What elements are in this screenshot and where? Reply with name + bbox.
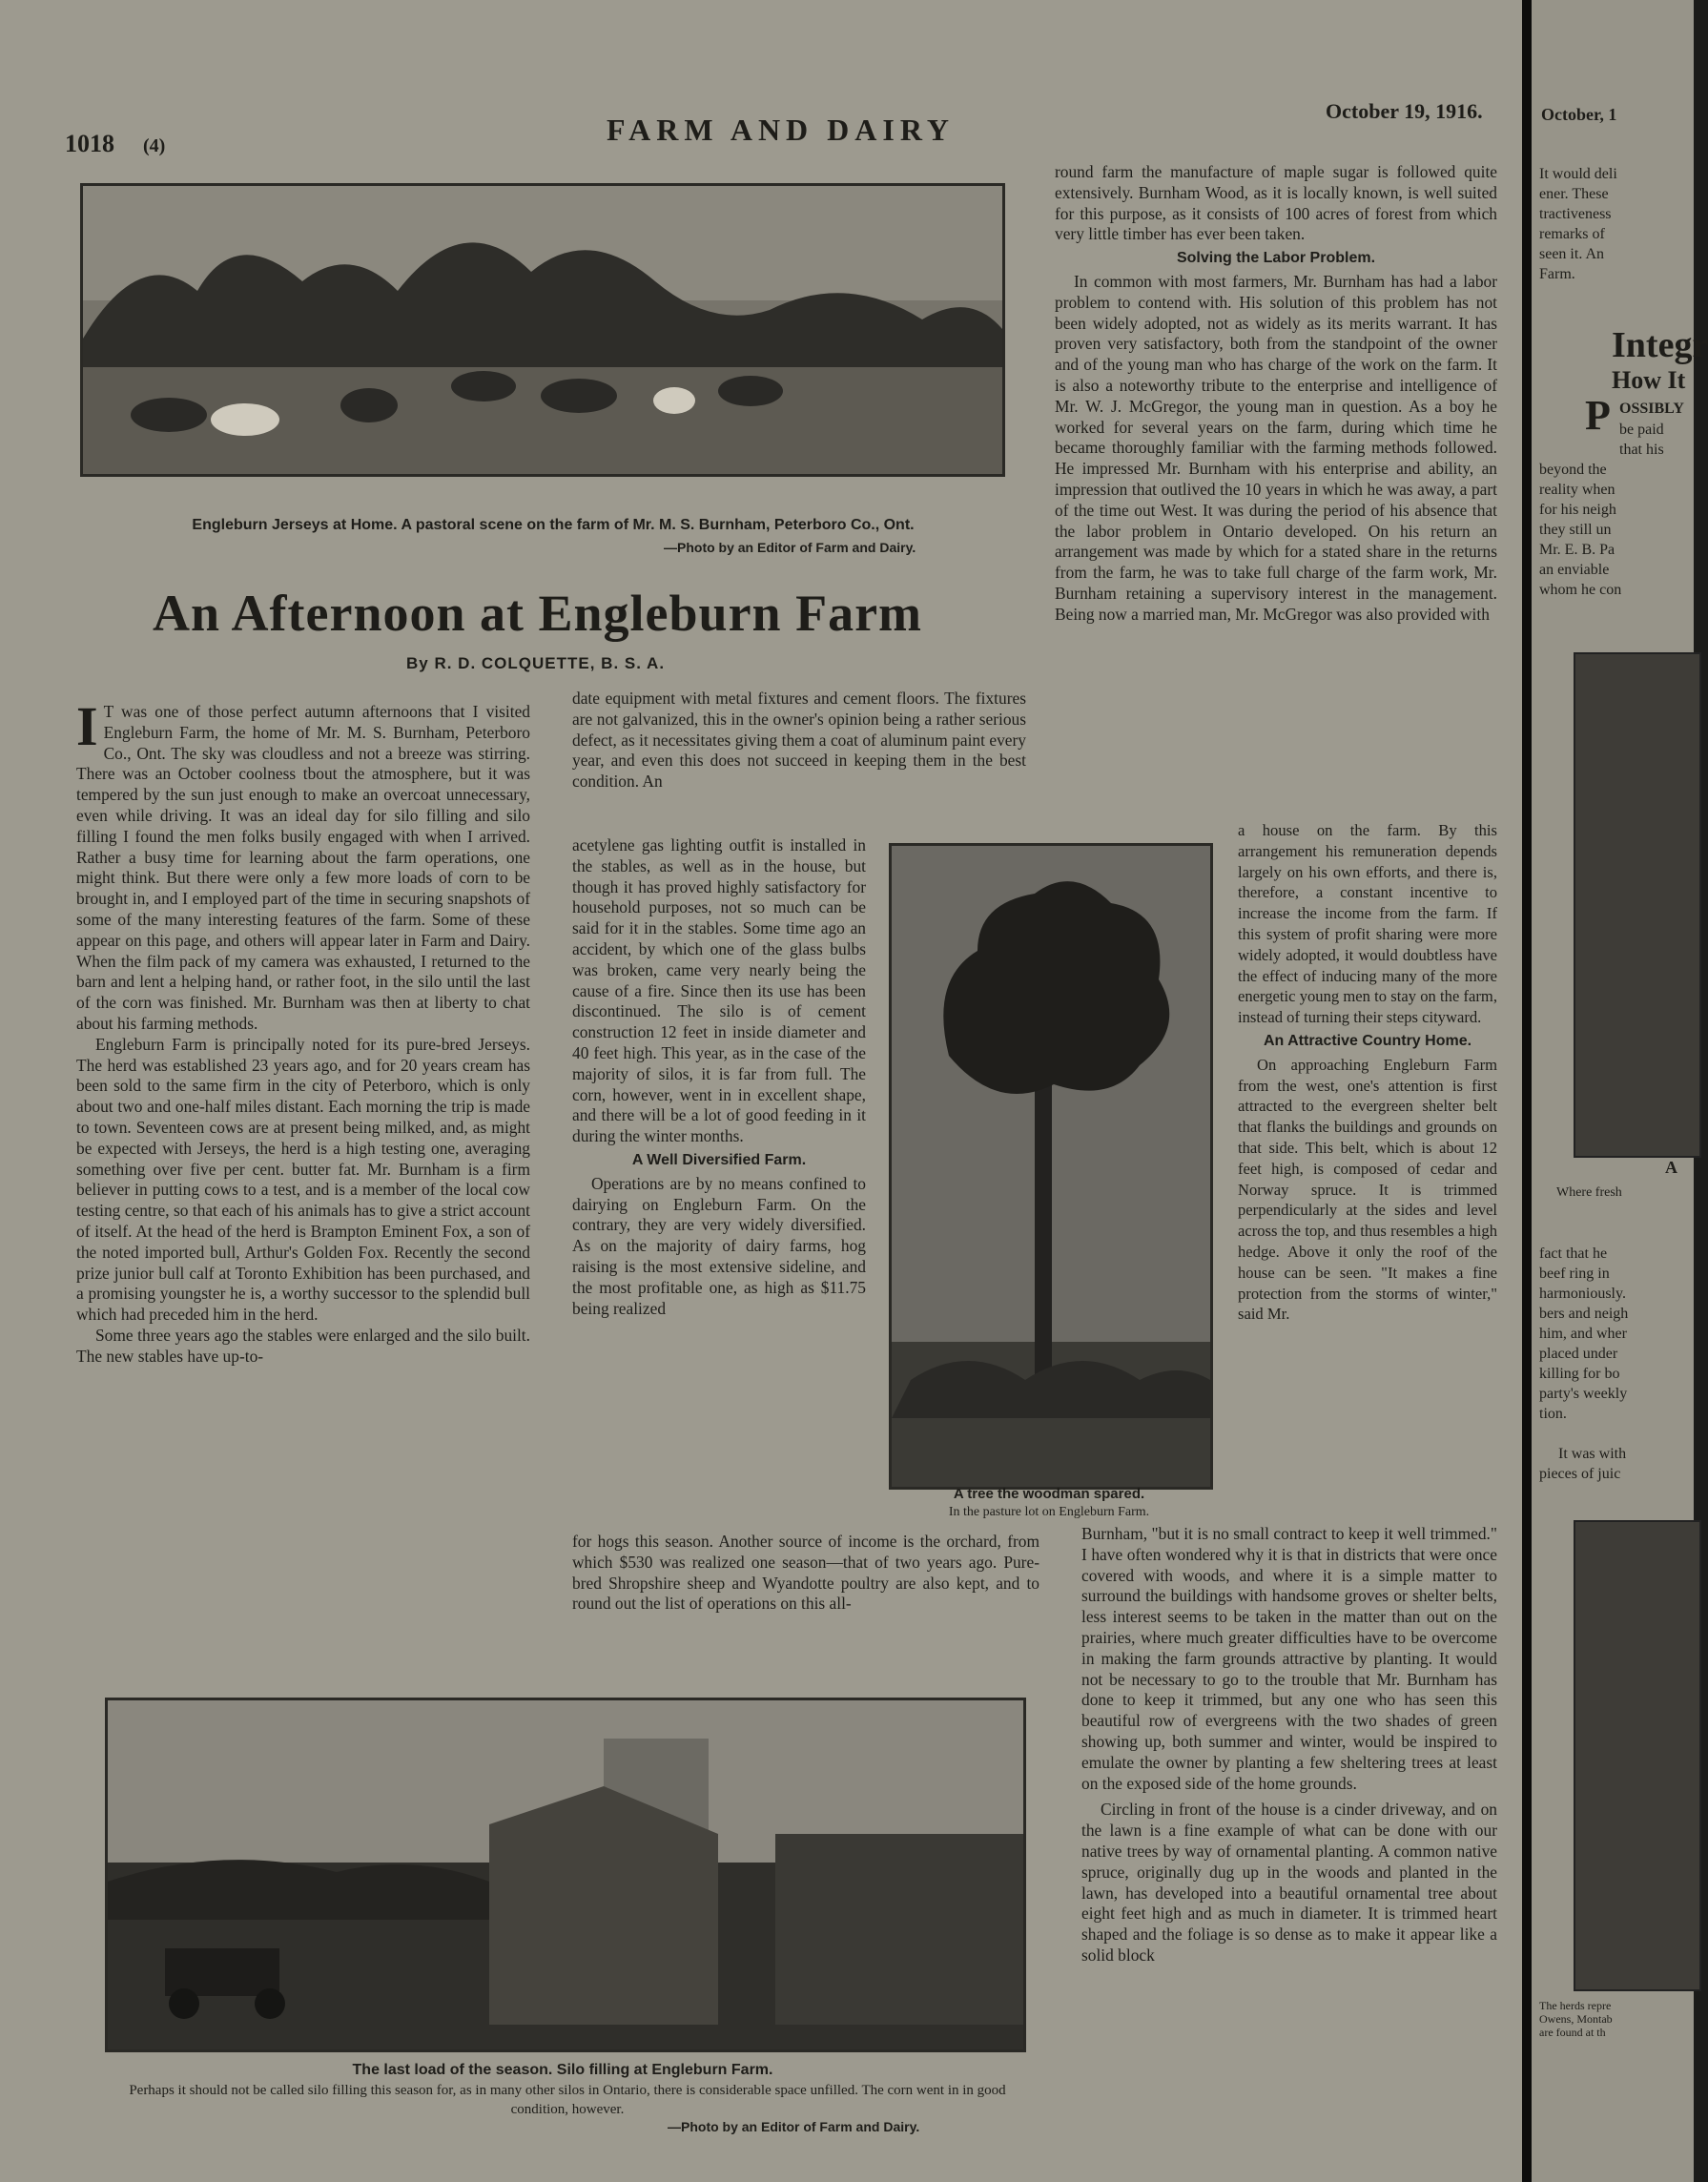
article-headline: An Afternoon at Engleburn Farm bbox=[153, 585, 923, 642]
article-byline: By R. D. COLQUETTE, B. S. A. bbox=[406, 654, 666, 672]
next-page-photo-subcaption: Where fresh bbox=[1556, 1185, 1622, 1200]
paragraph: Engleburn Farm is principally noted for its pure-bred Jerseys. The herd was established 23 years ago, and for 20 years cream has been sold to the same firm in the city of Peterboro, which is only about two and one-half miles distant. Each morning the trip is made to town. Seventeen cows are at present being milked, and, as might be expected with Jerseys, the herd is a high testing one, averaging something over five per cent. butter fat. Mr. Burnham is a firm believer in putting cows to a test, and is a member of the local cow testing centre, so that each of his animals has to give a strict account of itself. At the head of the herd is Brampton Eminent Fox, a son of the noted imported bull, Arthur's Golden Fox. Recently the second prize junior bull calf at Toronto Exhibition has been purchased, and a promising youngster he is, a worthy successor to the splendid bull which had preceded him in the herd. bbox=[76, 1034, 530, 1325]
next-page-edge bbox=[1532, 0, 1708, 2182]
next-page-date: October, 1 bbox=[1541, 105, 1617, 124]
article-column-2-bottom: for hogs this season. Another source of income is the orchard, from which $530 was realized one season—that of two years ago. Pure-bred Shropshire sheep and Wyandotte poultry are also kept, and to round out the list of operations on this all- bbox=[572, 1532, 1039, 1614]
drop-cap: I bbox=[76, 695, 98, 757]
next-page-headline: Integr bbox=[1612, 325, 1708, 365]
subhead-diversified: A Well Diversified Farm. bbox=[631, 1151, 807, 1168]
lead-paragraph: I T was one of those perfect autumn afternoons that I visited Engleburn Farm, the home of Mr. M. S. Burnham, Peterboro Co., Ont. The sky was cloudless and not a breeze was stirring. There was an October coolness tbout the atmosphere, but it was tempered by the sun just enough to make an overcoat unnecessary, even while driving. It was an ideal day for silo filling and silo filling I found the men folks busily engaged with when I arrived. Rather a busy time for learning about the farm operations, one might think. But there were only a few more loads of corn to be brought in, and I employed part of the time in securing snapshots of some of the many interesting features of the farm. Some of these appear on this page, and others will appear later in Farm and Dairy. When the film pack of my camera was exhausted, I returned to the barn and lent a helping hand, or rather foot, in the silo until the last of the corn was finished. Mr. Burnham was then at liberty to chat about his farming methods. bbox=[76, 695, 530, 1033]
next-page-subhead: How It bbox=[1612, 366, 1686, 394]
article-column-1 bbox=[76, 695, 530, 1368]
page-gutter bbox=[1522, 0, 1532, 2182]
article-column-3-bottom: Burnham, "but it is no small contract to keep it well trimmed." I have often wondered why it is that in districts that were once covered with woods, and where it is a simple matter to surround the buildings with handsome groves or shelter belts, less interest seems to be taken in the matter than out on the prairies, where much greater difficulties have to be overcome in making the farm grounds attractive by planting. It would not be necessary to go to the trouble that Mr. Burnham has done to keep it trimmed, but any one who has seen this beautiful row of evergreens with the two shades of green showing up, both summer and winter, would be inspired to emulate the owner by planting a few sheltering trees at least on the exposed side of the home grounds. Circling in front of the house is a cinder driveway, and on the lawn is a fine example of what can be done with our native trees by way of ornamental planting. A common native spruce, originally dug up in the woods and planted in the lawn, has developed into a beautiful ornamental tree about eight feet high and as much in diameter. It is trimmed heart shaped and the foliage is so dense as to make it appear like a solid block bbox=[1081, 1524, 1497, 1965]
top-photo-caption: Engleburn Jerseys at Home. A pastoral scene on the farm of Mr. M. S. Burnham, Peterboro Co., Ont. bbox=[192, 517, 915, 533]
tree-photo bbox=[889, 843, 1213, 1490]
article-column-2-top: date equipment with metal fixtures and cement floors. The fixtures are not galvanized, this in the owner's opinion being a rather serious defect, as it necessitates giving them a coat of aluminum paint every year, and even this does not succeed in keeping them in the best condition. An bbox=[572, 689, 1026, 792]
next-page-photo bbox=[1574, 652, 1701, 1158]
next-page-lines-low: fact that he beef ring in harmoniously. bers and neigh him, and wher placed under killing for bo party's weekly tion. It was with pieces of juic bbox=[1539, 1245, 1629, 1482]
masthead: FARM AND DAIRY bbox=[607, 113, 955, 147]
next-page-lines-top: It would deli ener. These tractiveness remarks of seen it. An Farm. bbox=[1539, 166, 1617, 282]
paragraph: Some three years ago the stables were enlarged and the silo built. The new stables have up-to- bbox=[76, 1325, 530, 1366]
next-page-footer: The herds repre Owens, Montab are found at th bbox=[1539, 1999, 1613, 2039]
next-page-lines-mid: be paid that his beyond the reality when for his neigh they still un Mr. E. B. Pa an enviable whom he con bbox=[1539, 422, 1664, 598]
bottom-photo-credit: —Photo by an Editor of Farm and Dairy. bbox=[668, 2119, 920, 2134]
next-page-drop-cap: P bbox=[1585, 392, 1611, 439]
article-column-2-narrow: acetylene gas lighting outfit is installed in the stables, as well as in the house, but though it has proved highly satisfactory for household purposes, not so much can be said for it in the stables. Some time ago an accident, by which one of the glass bulbs was broken, came very nearly being the cause of a fire. Since then its use has been discontinued. The silo is of cement construction 12 feet in inside diameter and 40 feet high. This year, as in the case of the majority of silos, it is far from full. The corn, however, went in in excellent shape, and there will be a lot of good feeding in it during the winter months. A Well Diversified Farm. Operations are by no means confined to dairying on Engleburn Farm. On the contrary, they are very widely diversified. As on the majority of dairy farms, hog raising is the most extensive sideline, and the most profitable one, as high as $11.75 being realized bbox=[572, 835, 866, 1318]
article-column-3-top: round farm the manufacture of maple sugar is followed quite extensively. Burnham Wood, as it is locally known, is well suited for this purpose, as it consists of 100 acres of forest from which very little timber has ever been taken. Solving the Labor Problem. In common with most farmers, Mr. Burnham has had a labor problem to contend with. His solution of this problem has not been widely adopted, not as widely as its merits warrant. It has proven very satisfactory, both from the standpoint of the owner and of the young man who has charge of the work on the farm. It is also a noteworthy tribute to the enterprise and intelligence of Mr. W. J. McGregor, the young man in question. As a boy he worked for several years on the farm, during which time he became thoroughly familiar with the farming methods followed. He impressed Mr. Burnham with his enterprise and ability, an impression that outlived the 10 years in which he was away, a part of the time out West. It was during the period of his absence that the labor problem in Ontario developed. On his return an arrangement was made by which for a stated share in the returns from the farm, he was to take full charge of the farm work, Mr. Burnham retaining a supervisory interest in the management. Being now a married man, Mr. McGregor was also provided with bbox=[1055, 162, 1497, 624]
subhead-labor: Solving the Labor Problem. bbox=[1176, 250, 1376, 267]
tree-photo-caption: A tree the woodman spared. bbox=[953, 1486, 1145, 1502]
next-page-photo-2 bbox=[1574, 1520, 1701, 1991]
subhead-country-home: An Attractive Country Home. bbox=[1263, 1032, 1472, 1049]
next-page-photo-caption: A bbox=[1665, 1158, 1677, 1177]
next-page-first-line: OSSIBLY bbox=[1619, 401, 1684, 417]
cows-pasture-photo bbox=[80, 183, 1005, 477]
tree-photo-subcaption: In the pasture lot on Engleburn Farm. bbox=[948, 1505, 1150, 1519]
section-mark: (4) bbox=[143, 135, 166, 156]
bottom-photo-caption: The last load of the season. Silo filling at Engleburn Farm. bbox=[352, 2062, 773, 2078]
top-photo-credit: —Photo by an Editor of Farm and Dairy. bbox=[664, 540, 916, 555]
dateline: October 19, 1916. bbox=[1326, 99, 1483, 123]
bottom-photo-subcaption: Perhaps it should not be called silo filling this season for, as in many other silos in Ontario, there is considerable space unfilled. The corn went in in good condition, however. bbox=[129, 2083, 1006, 2117]
page-number: 1018 (4) bbox=[65, 130, 166, 157]
article-column-3-narrow: a house on the farm. By this arrangement his remuneration depends largely on his own efforts, and there is, therefore, a constant incentive to increase the income from the farm. If this system of profit sharing were more widely adopted, it would doubtless have the effect of inducing many of the more energetic young men to stay on the farm, instead of turning their steps cityward. An Attractive Country Home. On approaching Engleburn Farm from the west, one's attention is first attracted to the evergreen shelter belt that flanks the buildings and grounds on that side. This belt, which is about 12 feet high, is composed of cedar and Norway spruce. It is trimmed perpendicularly at the sides and level across the top, and thus resembles a high hedge. Above it only the roof of the house can be seen. "It makes a fine protection from the storms of winter," said Mr. bbox=[1238, 821, 1497, 1324]
silo-filling-photo bbox=[105, 1698, 1026, 2052]
